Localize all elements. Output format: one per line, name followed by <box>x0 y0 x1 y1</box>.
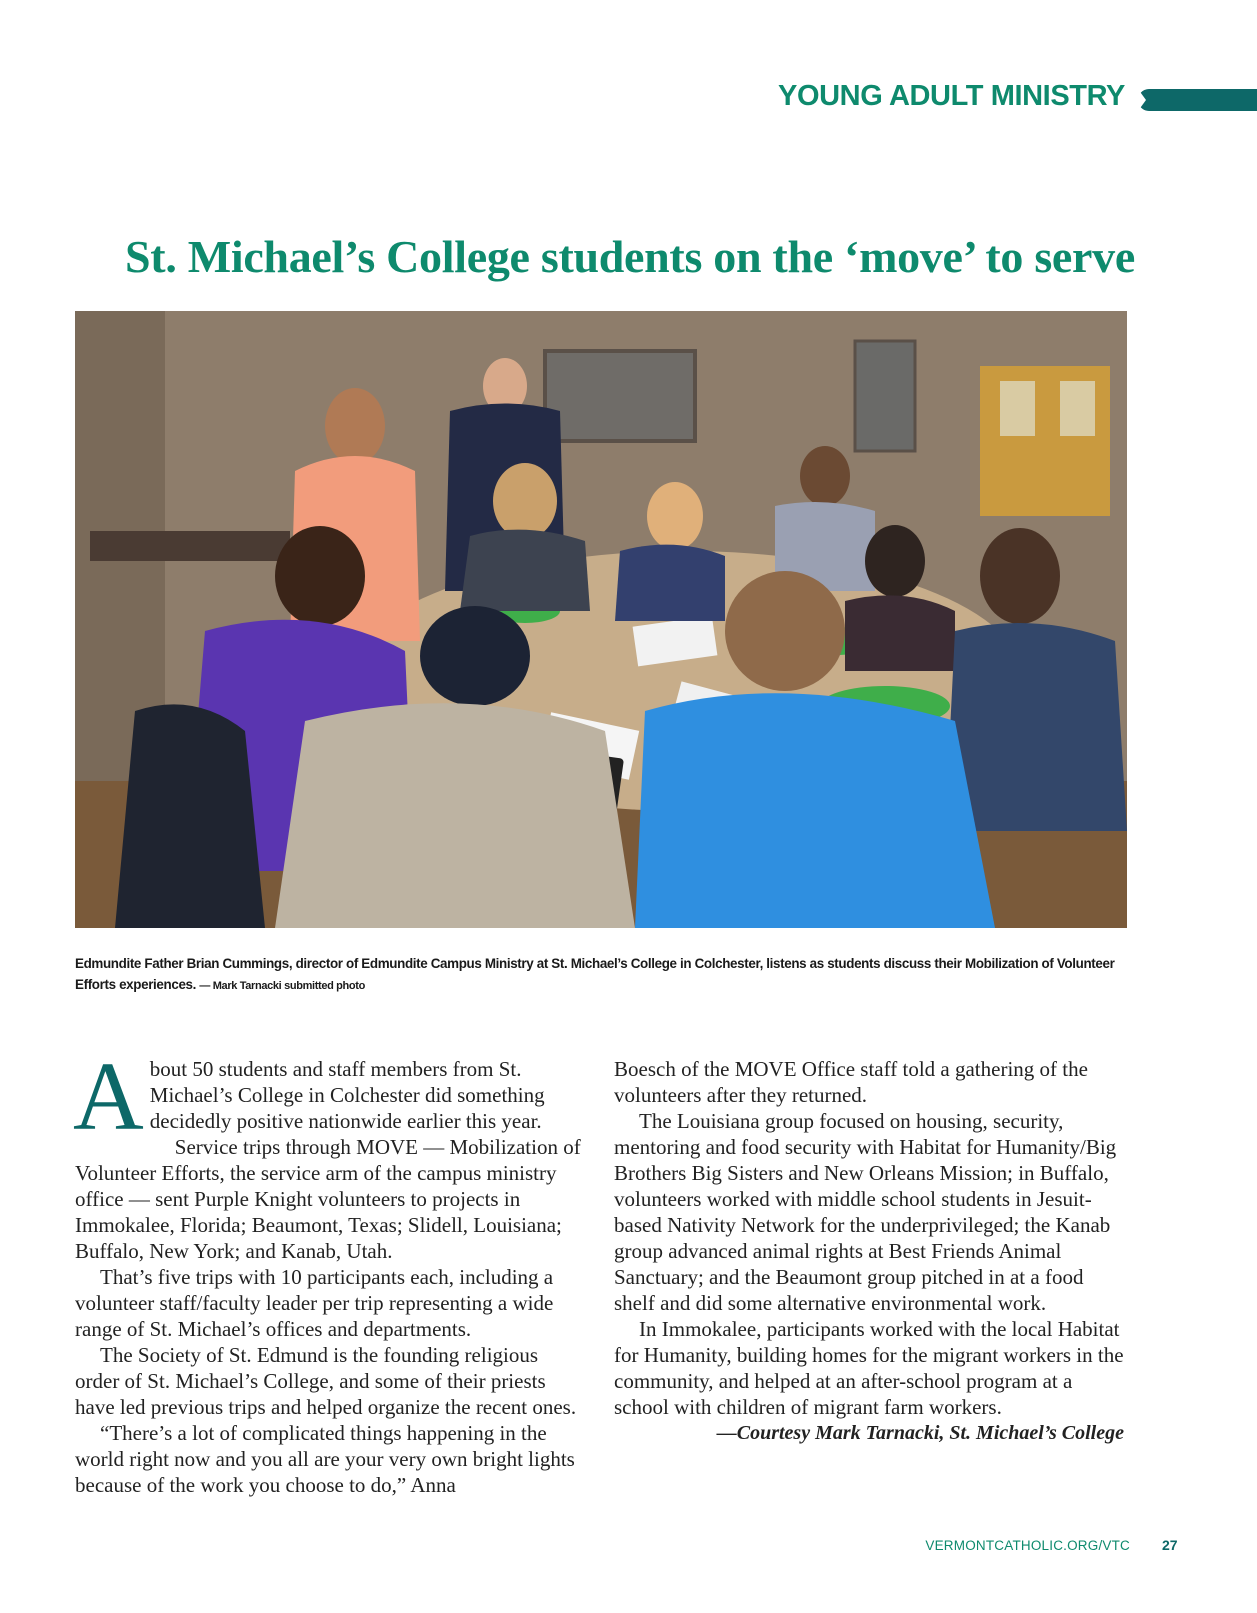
article-photo <box>75 311 1127 928</box>
article-column-right <box>614 1056 1124 1446</box>
paragraph-1-text: bout 50 students and staff members from St. Michael’s College in Colchester did something decidedly positive nationwide earlier this year. <box>149 1057 545 1133</box>
paragraph-4: The Society of St. Edmund is the founding religious order of St. Michael’s College, and some of their priests have led previous trips and helped organize the recent ones. <box>75 1343 577 1419</box>
paragraph-1 <box>73 1043 585 1151</box>
caption-text: Edmundite Father Brian Cummings, director of Edmundite Campus Ministry at St. Michael’s College in Colchester, listens as students discuss their Mobilization of Volunteer Efforts experiences. <box>75 956 1115 992</box>
photo-credit: — Mark Tarnacki submitted photo <box>199 980 365 992</box>
footer-url[interactable]: VERMONTCATHOLIC.ORG/VTC <box>925 1538 1130 1553</box>
paragraph-2: Service trips through MOVE — Mobilization of Volunteer Efforts, the service arm of the campus ministry office — sent Purple Knight volunteers to projects in Immokalee, Florida; Beaumont, Texas; Slidell, Louisiana; Buffalo, New York; and Kanab, Utah. <box>75 1135 581 1263</box>
paragraph-3: That’s five trips with 10 participants each, including a volunteer staff/faculty leader per trip representing a wide range of St. Michael’s offices and departments. <box>75 1265 554 1341</box>
paragraph-8: In Immokalee, participants worked with the local Habitat for Humanity, building homes for the migrant workers in the community, and helped at an after-school program at a school with children of migrant farm workers. <box>614 1317 1124 1419</box>
section-tab-notch <box>1138 89 1146 111</box>
article-column-left <box>73 1043 585 1498</box>
paragraph-5: “There’s a lot of complicated things happening in the world right now and you all are your very own bright lights because of the work you choose to do,” Anna <box>75 1421 575 1497</box>
drop-cap: A <box>73 1043 144 1151</box>
page-number: 27 <box>1162 1537 1178 1553</box>
paragraph-6: Boesch of the MOVE Office staff told a gathering of the volunteers after they returned. <box>614 1057 1088 1107</box>
photo-caption <box>75 953 1135 997</box>
paragraph-7: The Louisiana group focused on housing, security, mentoring and food security with Habitat for Humanity/Big Brothers Big Sisters and New Orleans Mission; in Buffalo, volunteers worked with middle school students in Jesuit-based Nativity Network for the underprivileged; the Kanab group advanced animal rights at Best Friends Animal Sanctuary; and the Beaumont group pitched in at a food shelf and did some alternative environmental work. <box>614 1109 1117 1315</box>
article-attribution: —Courtesy Mark Tarnacki, St. Michael’s College <box>716 1422 1124 1444</box>
section-label: YOUNG ADULT MINISTRY <box>778 80 1125 112</box>
section-tab-bar <box>1138 89 1257 111</box>
article-headline: St. Michael’s College students on the ‘move’ to serve <box>125 231 1135 282</box>
